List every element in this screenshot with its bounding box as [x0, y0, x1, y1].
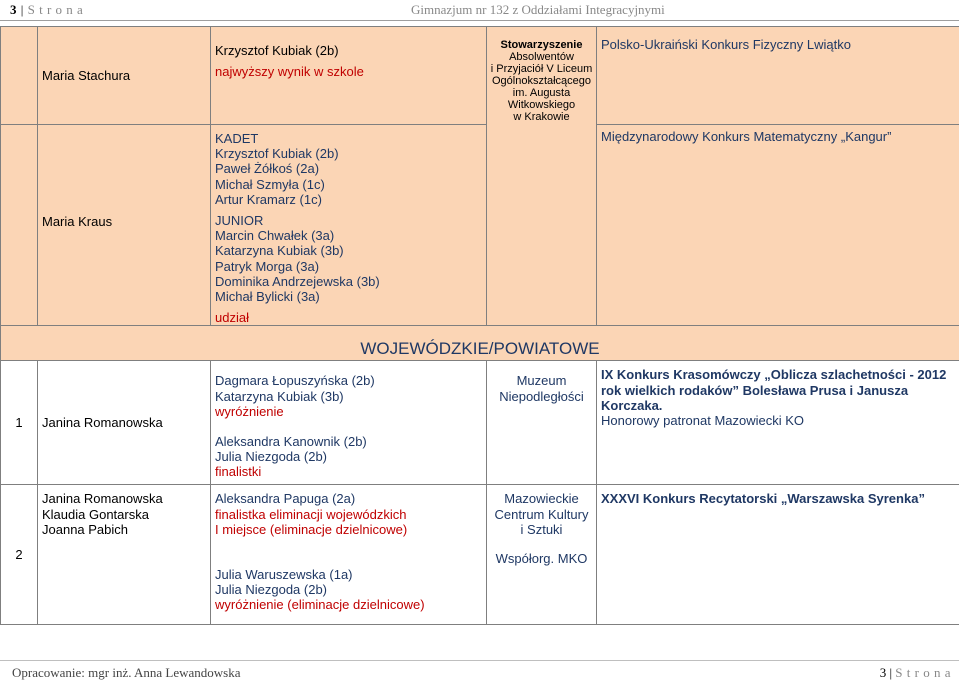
row-number: 1 — [1, 361, 38, 485]
students-cell — [211, 485, 487, 625]
row-number: 2 — [1, 485, 38, 625]
students-cell — [211, 361, 487, 485]
organizer-line: i Sztuki — [520, 521, 563, 537]
teacher-cell — [38, 485, 211, 625]
result-text: finalistki — [215, 464, 262, 480]
result-text: udział — [215, 310, 249, 326]
teacher-name: Maria Stachura — [42, 67, 131, 83]
contest-cell — [597, 361, 959, 485]
section-title: WOJEWÓDZKIE/POWIATOWE — [360, 339, 600, 359]
organizer-line: Ogólnokształcącego — [491, 75, 592, 87]
organizer-cell — [487, 361, 597, 485]
organizer-line: Stowarzyszenie — [500, 39, 583, 51]
student-name: Michał Bylicki (3a) — [215, 289, 320, 305]
student-name: Aleksandra Kanownik (2b) — [215, 434, 367, 450]
student-name: Katarzyna Kubiak (3b) — [215, 243, 344, 259]
students-cell — [211, 27, 487, 125]
teacher-cell — [38, 125, 211, 326]
student-name: Aleksandra Papuga (2a) — [215, 491, 356, 507]
student-name: Dagmara Łopuszyńska (2b) — [215, 373, 375, 389]
result-text: finalistka eliminacji wojewódzkich — [215, 506, 407, 522]
category-label: JUNIOR — [215, 213, 264, 229]
organizer-note: Współorg. MKO — [495, 551, 588, 567]
teacher-name: Janina Romanowska — [42, 491, 163, 507]
teacher-cell — [38, 361, 211, 485]
organizer-line: Centrum Kultury — [494, 506, 589, 522]
category-label: KADET — [215, 131, 259, 146]
contest-cell — [597, 27, 959, 125]
footer-divider — [0, 660, 959, 661]
header-school-name: Gimnazjum nr 132 z Oddziałami Integracyjnymi — [411, 2, 665, 17]
teacher-name: Janina Romanowska — [42, 415, 163, 431]
results-table — [0, 26, 959, 625]
result-text: wyróżnienie — [215, 403, 284, 419]
num-cell — [1, 27, 38, 125]
student-name: Marcin Chwałek (3a) — [215, 228, 335, 244]
result-text: najwyższy wynik w szkole — [215, 64, 364, 80]
page-header — [0, 0, 959, 22]
header-strona: S t r o n a — [27, 2, 84, 17]
section-row — [1, 326, 959, 361]
contest-name: Polsko-Ukraiński Konkurs Fizyczny Lwiątko — [601, 37, 851, 52]
page-footer — [0, 660, 959, 681]
contest-note: Honorowy patronat Mazowiecki KO — [601, 413, 805, 429]
header-divider — [0, 20, 959, 21]
students-cell — [211, 125, 487, 326]
footer-strona: S t r o n a — [895, 665, 951, 680]
header-page-number — [10, 2, 83, 18]
organizer-cell — [487, 27, 597, 326]
header-sep: | — [17, 2, 28, 17]
student-name: Michał Szmyła (1c) — [215, 176, 325, 192]
teacher-name: Maria Kraus — [42, 213, 113, 229]
organizer-line: Muzeum — [516, 373, 567, 389]
footer-page-num: 3 — [879, 665, 887, 680]
footer-sep: | — [886, 665, 896, 680]
section-header-cell — [1, 326, 959, 361]
student-name: Artur Kramarz (1c) — [215, 191, 322, 207]
organizer-line: Witkowskiego — [507, 99, 576, 111]
result-text: I miejsce (eliminacje dzielnicowe) — [215, 521, 408, 537]
table-row — [1, 361, 959, 485]
header-page-num: 3 — [10, 2, 17, 17]
student-name: Julia Niezgoda (2b) — [215, 449, 328, 465]
contest-cell — [597, 125, 959, 326]
student-name: Katarzyna Kubiak (3b) — [215, 388, 344, 404]
student-name: Dominika Andrzejewska (3b) — [215, 273, 380, 289]
table-row — [1, 125, 959, 326]
teacher-cell — [38, 27, 211, 125]
organizer-line: im. Augusta — [512, 87, 571, 99]
contest-name: IX Konkurs Krasomówczy „Oblicza szlachetności - 2012 rok wielkich rodaków” Bolesława Prusa i Janusza Korczaka. — [601, 367, 947, 413]
footer-author: Opracowanie: mgr inż. Anna Lewandowska — [12, 665, 241, 680]
organizer-line: i Przyjaciół V Liceum — [490, 63, 593, 75]
teacher-name: Klaudia Gontarska — [42, 506, 149, 522]
organizer-line: w Krakowie — [513, 111, 570, 123]
teacher-name: Joanna Pabich — [42, 521, 129, 537]
result-text: wyróżnienie (eliminacje dzielnicowe) — [215, 597, 425, 613]
student-name: Patryk Morga (3a) — [215, 258, 320, 274]
num-cell — [1, 125, 38, 326]
student-name: Krzysztof Kubiak (2b) — [215, 43, 339, 58]
contest-name: Międzynarodowy Konkurs Matematyczny „Kangur” — [601, 129, 892, 144]
organizer-line: Niepodległości — [499, 388, 584, 404]
student-name: Julia Waruszewska (1a) — [215, 567, 353, 583]
student-name: Paweł Żółkoś (2a) — [215, 161, 320, 177]
table-row — [1, 485, 959, 625]
organizer-cell — [487, 485, 597, 625]
student-name: Julia Niezgoda (2b) — [215, 582, 328, 598]
organizer-line: Absolwentów — [509, 51, 574, 63]
organizer-line: Mazowieckie — [504, 491, 579, 507]
footer-page-number — [880, 665, 951, 681]
student-name: Krzysztof Kubiak (2b) — [215, 146, 339, 162]
contest-name: XXXVI Konkurs Recytatorski „Warszawska Syrenka” — [601, 491, 925, 507]
contest-cell — [597, 485, 959, 625]
table-row — [1, 27, 959, 125]
